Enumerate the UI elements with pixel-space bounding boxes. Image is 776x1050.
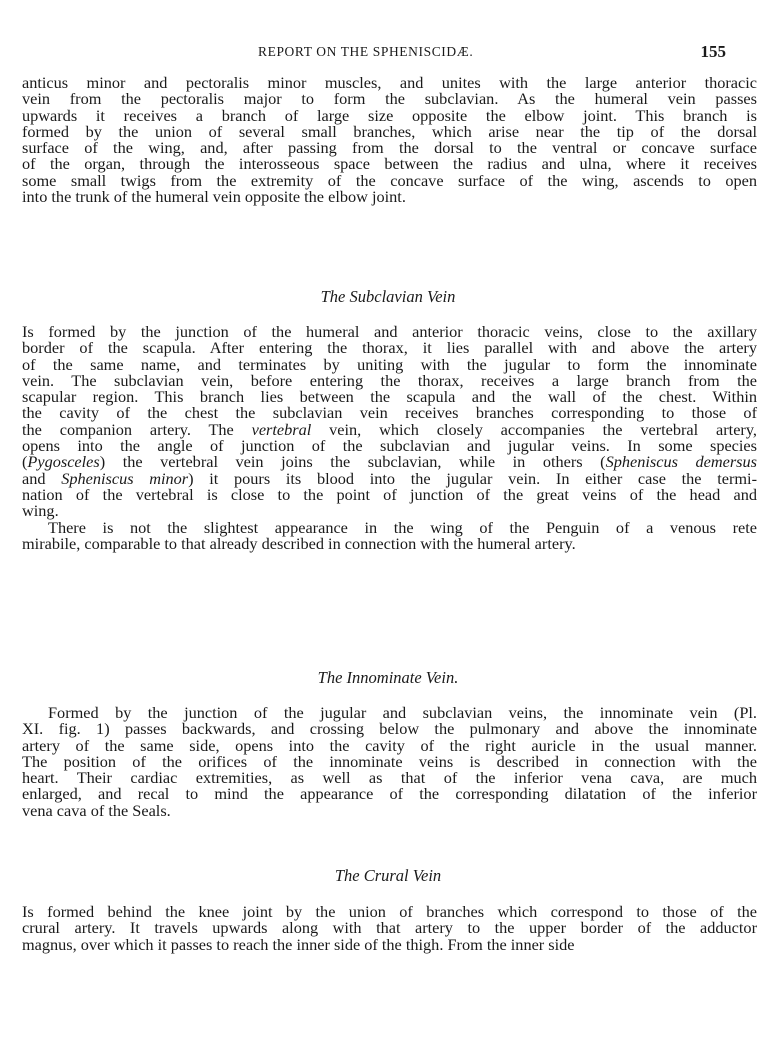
text-run: surface of the wing, and, after passing from the dorsal to the ventral or concave surface	[22, 138, 757, 158]
heading-innominate-vein: The Innominate Vein.	[317, 668, 459, 687]
text-line	[22, 901, 757, 921]
text-line	[22, 766, 757, 788]
text-line	[22, 402, 757, 423]
text-run: anticus minor and pectoralis minor muscles, and unites with the large anterior thoracic	[22, 73, 757, 92]
text-run: XI. fig. 1) passes backwards, and crossing below the pulmonary and above the innominate	[22, 719, 757, 739]
heading-subclavian-vein: The Subclavian Vein	[320, 287, 456, 306]
heading-crural-vein: The Crural Vein	[334, 866, 442, 885]
text-line	[22, 354, 757, 374]
text-run: There is not the slightest appearance in the wing of the Penguin of a venous rete	[48, 517, 757, 537]
italic-term: Spheniscus demersus	[605, 452, 757, 472]
text-run: the cavity of the chest the subclavian vein receives branches corresponding to those of	[22, 403, 757, 423]
text-line	[22, 517, 757, 537]
paragraph	[22, 701, 757, 820]
text-run: vein from the pectoralis major to form the subclavian. As the humeral vein passes	[22, 89, 757, 109]
text-line	[22, 137, 757, 158]
text-line	[22, 88, 757, 109]
text-line	[22, 337, 757, 358]
text-line	[22, 419, 757, 439]
text-run: of the same name, and terminates by uniting with the jugular to form the innominate	[22, 354, 757, 374]
text-run: ) the vertebral vein joins the subclavian, while in others (	[99, 452, 606, 472]
paragraph	[22, 72, 757, 207]
text-run: artery of the same side, opens into the cavity of the right auricle in the usual manner.	[22, 735, 757, 755]
text-line	[22, 750, 757, 771]
text-line	[22, 782, 757, 804]
running-header	[0, 44, 776, 64]
paragraph	[22, 901, 757, 954]
text-run: enlarged, and recal to mind the appearance of the corresponding dilatation of the inferior	[22, 784, 757, 804]
text-run: vena cava of the Seals.	[22, 800, 171, 820]
text-run: vein, which closely accompanies the vertebral artery,	[311, 419, 757, 439]
text-run: formed by the union of several small branches, which arise near the tip of the dorsal	[22, 121, 757, 141]
page-number: 155	[700, 42, 726, 61]
text-run: into the trunk of the humeral vein opposite the elbow joint.	[22, 187, 406, 207]
text-run: vein. The subclavian vein, before entering the thorax, receives a large branch from the	[22, 370, 757, 390]
text-run: (	[22, 452, 28, 472]
text-run: crural artery. It travels upwards along with that artery to the upper border of the adductor	[22, 918, 757, 938]
text-run: border of the scapula. After entering the thorax, it lies parallel with and above the artery	[22, 338, 757, 358]
section-subclavian-vein	[22, 321, 758, 553]
section-arm-veins	[22, 72, 757, 207]
text-run: the companion artery. The	[22, 419, 252, 439]
text-line	[22, 468, 758, 488]
text-line	[22, 170, 757, 190]
text-line	[22, 72, 757, 92]
text-line	[22, 701, 757, 722]
text-line	[22, 435, 757, 456]
text-run: opens into the angle of junction of the subclavian and jugular veins. In some species	[22, 436, 757, 456]
text-run: ) it pours its blood into the jugular vein. In either case the termi-	[188, 468, 758, 488]
text-run: Formed by the junction of the jugular and subclavian veins, the innominate vein (Pl.	[48, 703, 757, 722]
text-run: some small twigs from the extremity of the concave surface of the wing, ascends to open	[22, 170, 757, 190]
text-line	[22, 370, 757, 390]
text-line	[22, 105, 757, 125]
text-line	[22, 153, 757, 174]
text-run: of the organ, through the interosseous space between the radius and ulna, where it receives	[22, 154, 757, 174]
text-run: upwards it receives a branch of large size opposite the elbow joint. This branch is	[22, 105, 757, 125]
paragraph	[22, 321, 758, 521]
text-run: wing.	[22, 501, 59, 521]
text-line	[22, 321, 757, 341]
section-crural-vein	[22, 901, 757, 954]
text-line	[22, 734, 757, 755]
text-line	[22, 121, 757, 141]
text-line	[22, 484, 757, 504]
text-line	[22, 717, 757, 739]
text-run: The position of the orifices of the innominate veins is described in connection with the	[22, 751, 757, 771]
section-innominate-vein	[22, 701, 757, 820]
text-line	[22, 386, 757, 407]
text-run: heart. Their cardiac extremities, as well as that of the inferior vena cava, are much	[22, 768, 757, 788]
text-line	[22, 451, 757, 472]
text-run: nation of the vertebral is close to the point of junction of the great veins of the head and	[22, 484, 757, 504]
italic-term: Pygosceles	[27, 452, 100, 472]
text-run: mirabile, comparable to that already described in connection with the humeral artery.	[22, 533, 576, 553]
text-run: magnus, over which it passes to reach the inner side of the thigh. From the inner side	[22, 934, 575, 954]
text-run: and	[22, 468, 62, 488]
text-run: scapular region. This branch lies between the scapula and the wall of the chest. Within	[22, 387, 757, 407]
paragraph	[22, 517, 757, 553]
text-run: Is formed by the junction of the humeral and anterior thoracic veins, close to the axillary	[22, 322, 757, 341]
text-line	[22, 917, 757, 938]
italic-term: Spheniscus minor	[61, 468, 189, 488]
running-title: REPORT ON THE SPHENISCIDÆ.	[258, 44, 474, 59]
italic-term: vertebral	[251, 419, 312, 439]
text-run: Is formed behind the knee joint by the union of branches which correspond to those of the	[22, 902, 757, 921]
